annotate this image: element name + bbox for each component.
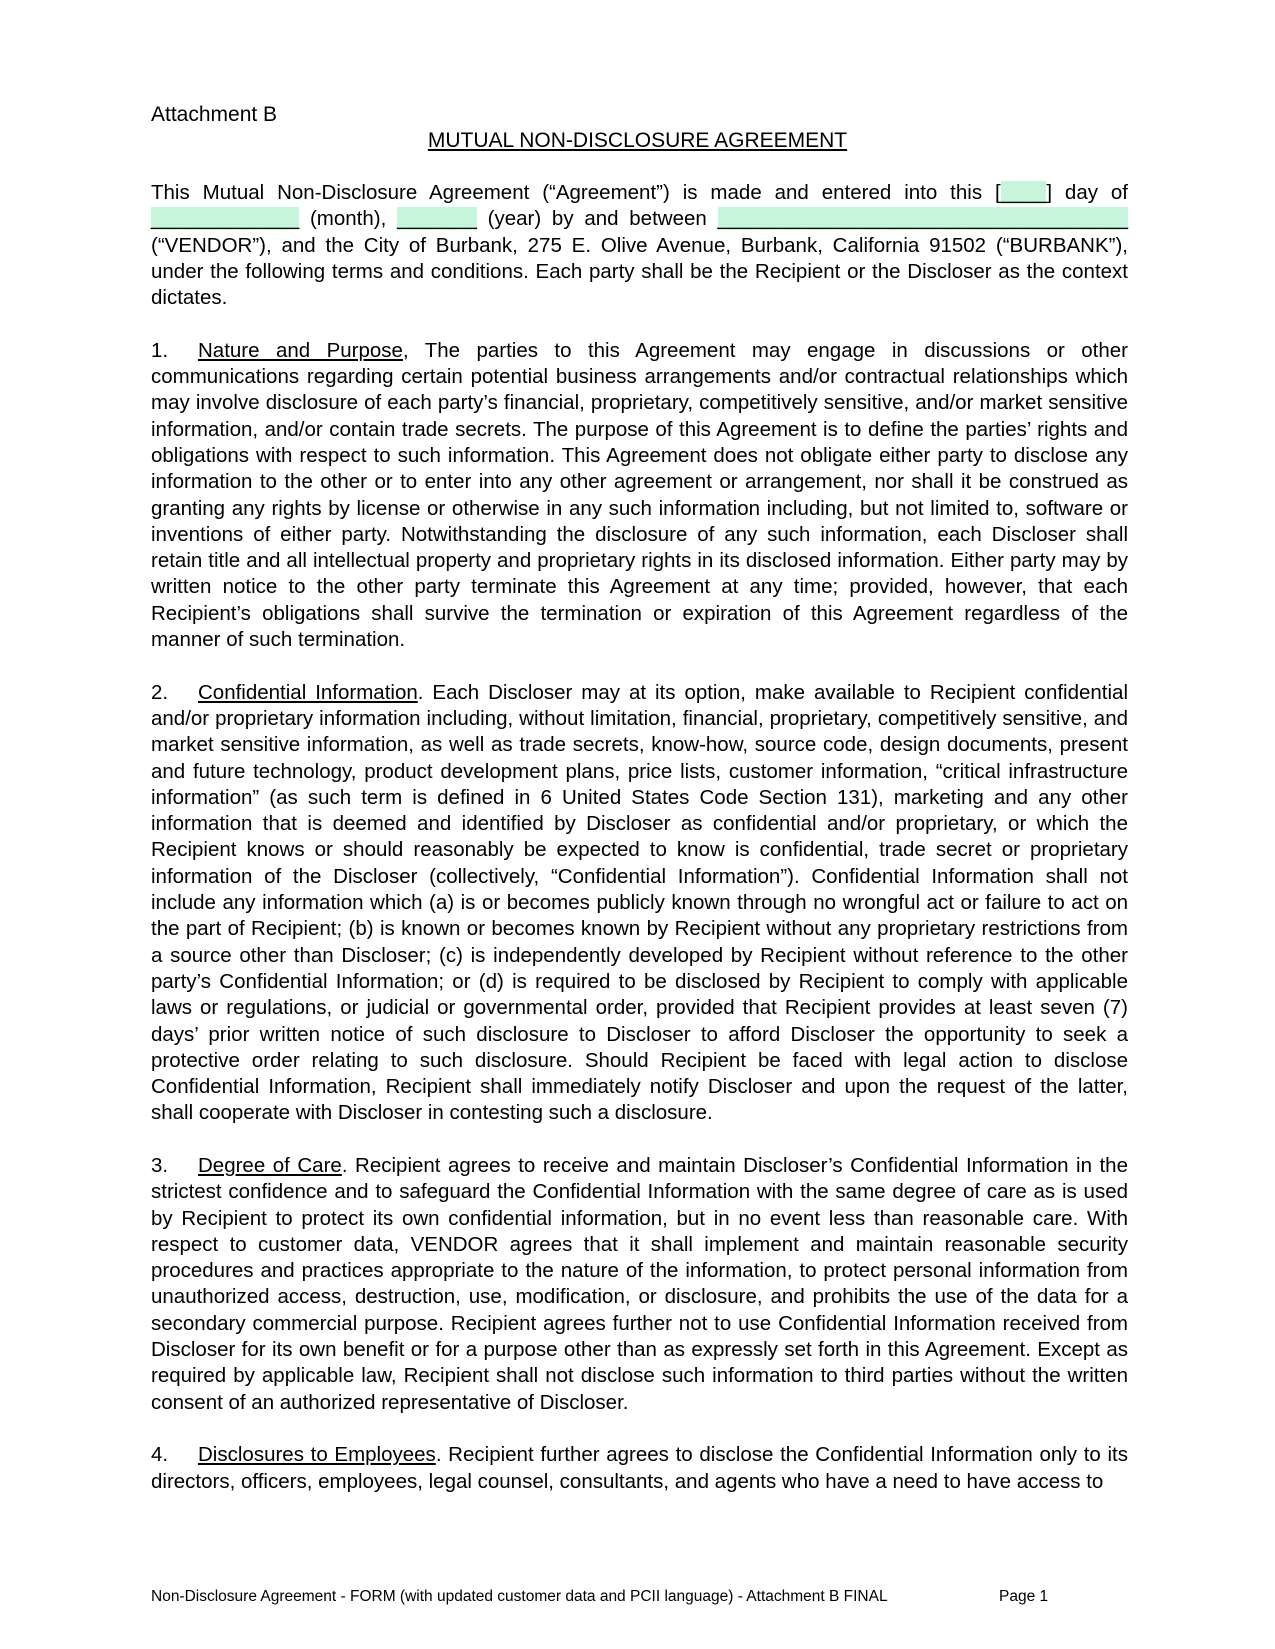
attachment-label: Attachment B: [151, 103, 278, 126]
vendor-name-blank-field[interactable]: ____________________________________: [717, 207, 1128, 231]
page-number: Page 1: [999, 1588, 1049, 1605]
section-heading: Nature and Purpose: [198, 338, 403, 362]
intro-paragraph: [151, 180, 1128, 311]
section-number: 4.: [151, 1443, 169, 1467]
section-text: . Recipient agrees to receive and maintain Discloser’s Confidential Information in the strictest confidence and to safeguard the Confidential Information with the same degree of care as is used by Recipient to protect its own confidential information, but in no event less than reasonable care. With respect to customer data, VENDOR agrees that it shall implement and maintain reasonable security procedures and practices appropriate to the nature of the information, to protect personal information from unauthorized access, destruction, use, modification, or disclosure, and prohibits the use of the data for a secondary commercial purpose. Recipient agrees further not to use Confidential Information received from Discloser for its own benefit or for a purpose other than as expressly set forth in this Agreement. Except as required by applicable law, Recipient shall not disclose such information to third parties without the written consent of an authorized representative of Discloser.: [151, 1153, 1128, 1414]
intro-text-1: This Mutual Non-Disclosure Agreement (“Agreement”) is made and entered into this [: [151, 181, 1001, 204]
section-nature-and-purpose: [151, 338, 1128, 654]
section-number: 2.: [151, 680, 169, 704]
section-text: , The parties to this Agreement may engage in discussions or other communications regarding certain potential business arrangements and/or contractual relationships which may involve disclosure of each party’s financial, proprietary, competitively sensitive, and/or market sensitive information, and/or contain trade secrets. The purpose of this Agreement is to define the parties’ rights and obligations with respect to such information. This Agreement does not obligate either party to disclose any information to the other or to enter into any other agreement or arrangement, nor shall it be construed as granting any rights by license or otherwise in any such information including, but not limited to, software or inventions of either party. Notwithstanding the disclosure of any such information, each Discloser shall retain title and all intellectual property and proprietary rights in its disclosed information. Either party may by written notice to the other party terminate this Agreement at any time; provided, however, that each Recipient’s obligations shall survive the termination or expiration of this Agreement regardless of the manner of such termination.: [151, 338, 1129, 652]
page-footer: [151, 1588, 1049, 1606]
section-degree-of-care: [151, 1153, 1128, 1416]
section-heading: Confidential Information: [198, 680, 418, 704]
document-title: [0, 129, 1275, 153]
section-heading: Disclosures to Employees: [198, 1443, 436, 1467]
intro-text-4: (year) by and between: [476, 207, 718, 231]
section-number: 3.: [151, 1153, 169, 1177]
month-blank-field[interactable]: _____________: [151, 207, 300, 231]
document-title-text: MUTUAL NON-DISCLOSURE AGREEMENT: [427, 129, 848, 152]
intro-text-2: ] day of: [1046, 181, 1128, 204]
footer-text: Non-Disclosure Agreement - FORM (with updated customer data and PCII language) - Attachment B FINAL: [151, 1588, 888, 1605]
section-text: . Recipient further agrees to disclose the Confidential Information only to its directors, officers, employees, legal counsel, consultants, and agents who have a need to have access to: [151, 1443, 1129, 1493]
section-confidential-information: [151, 680, 1128, 1127]
document-body: [151, 180, 1128, 1521]
intro-text-5: (“VENDOR”), and the City of Burbank, 275 E. Olive Avenue, Burbank, California 91502 (“BURBANK”), under the following terms and conditions. Each party shall be the Recipient or the Discloser as the context dictates.: [151, 233, 1128, 310]
day-blank-field[interactable]: ____: [1000, 181, 1047, 204]
section-text: . Each Discloser may at its option, make available to Recipient confidential and/or proprietary information including, without limitation, financial, proprietary, competitively sensitive, and market sensitive information, as well as trade secrets, know-how, source code, design documents, present and future technology, product development plans, price lists, customer information, “critical infrastructure information” (as such term is defined in 6 United States Code Section 131), marketing and any other information that is deemed and identified by Discloser as confidential and/or proprietary, or which the Recipient knows or should reasonably be expected to know is confidential, trade secret or proprietary information of the Discloser (collectively, “Confidential Information”). Confidential Information shall not include any information which (a) is or becomes publicly known through no wrongful act or failure to act on the part of Recipient; (b) is known or becomes known by Recipient without any proprietary restrictions from a source other than Discloser; (c) is independently developed by Recipient without reference to the other party’s Confidential Information; or (d) is required to be disclosed by Recipient to comply with applicable laws or regulations, or judicial or governmental order, provided that Recipient provides at least seven (7) days’ prior written notice of such disclosure to Discloser to afford Discloser the opportunity to seek a protective order relating to such disclosure. Should Recipient be faced with legal action to disclose Confidential Information, Recipient shall immediately notify Discloser and upon the request of the latter, shall cooperate with Discloser in contesting such a disclosure.: [151, 680, 1129, 1125]
section-heading: Degree of Care: [198, 1153, 342, 1177]
intro-text-3: (month),: [299, 207, 398, 231]
section-number: 1.: [151, 338, 169, 362]
section-disclosures-to-employees: [151, 1442, 1128, 1495]
year-blank-field[interactable]: _______: [397, 207, 477, 231]
